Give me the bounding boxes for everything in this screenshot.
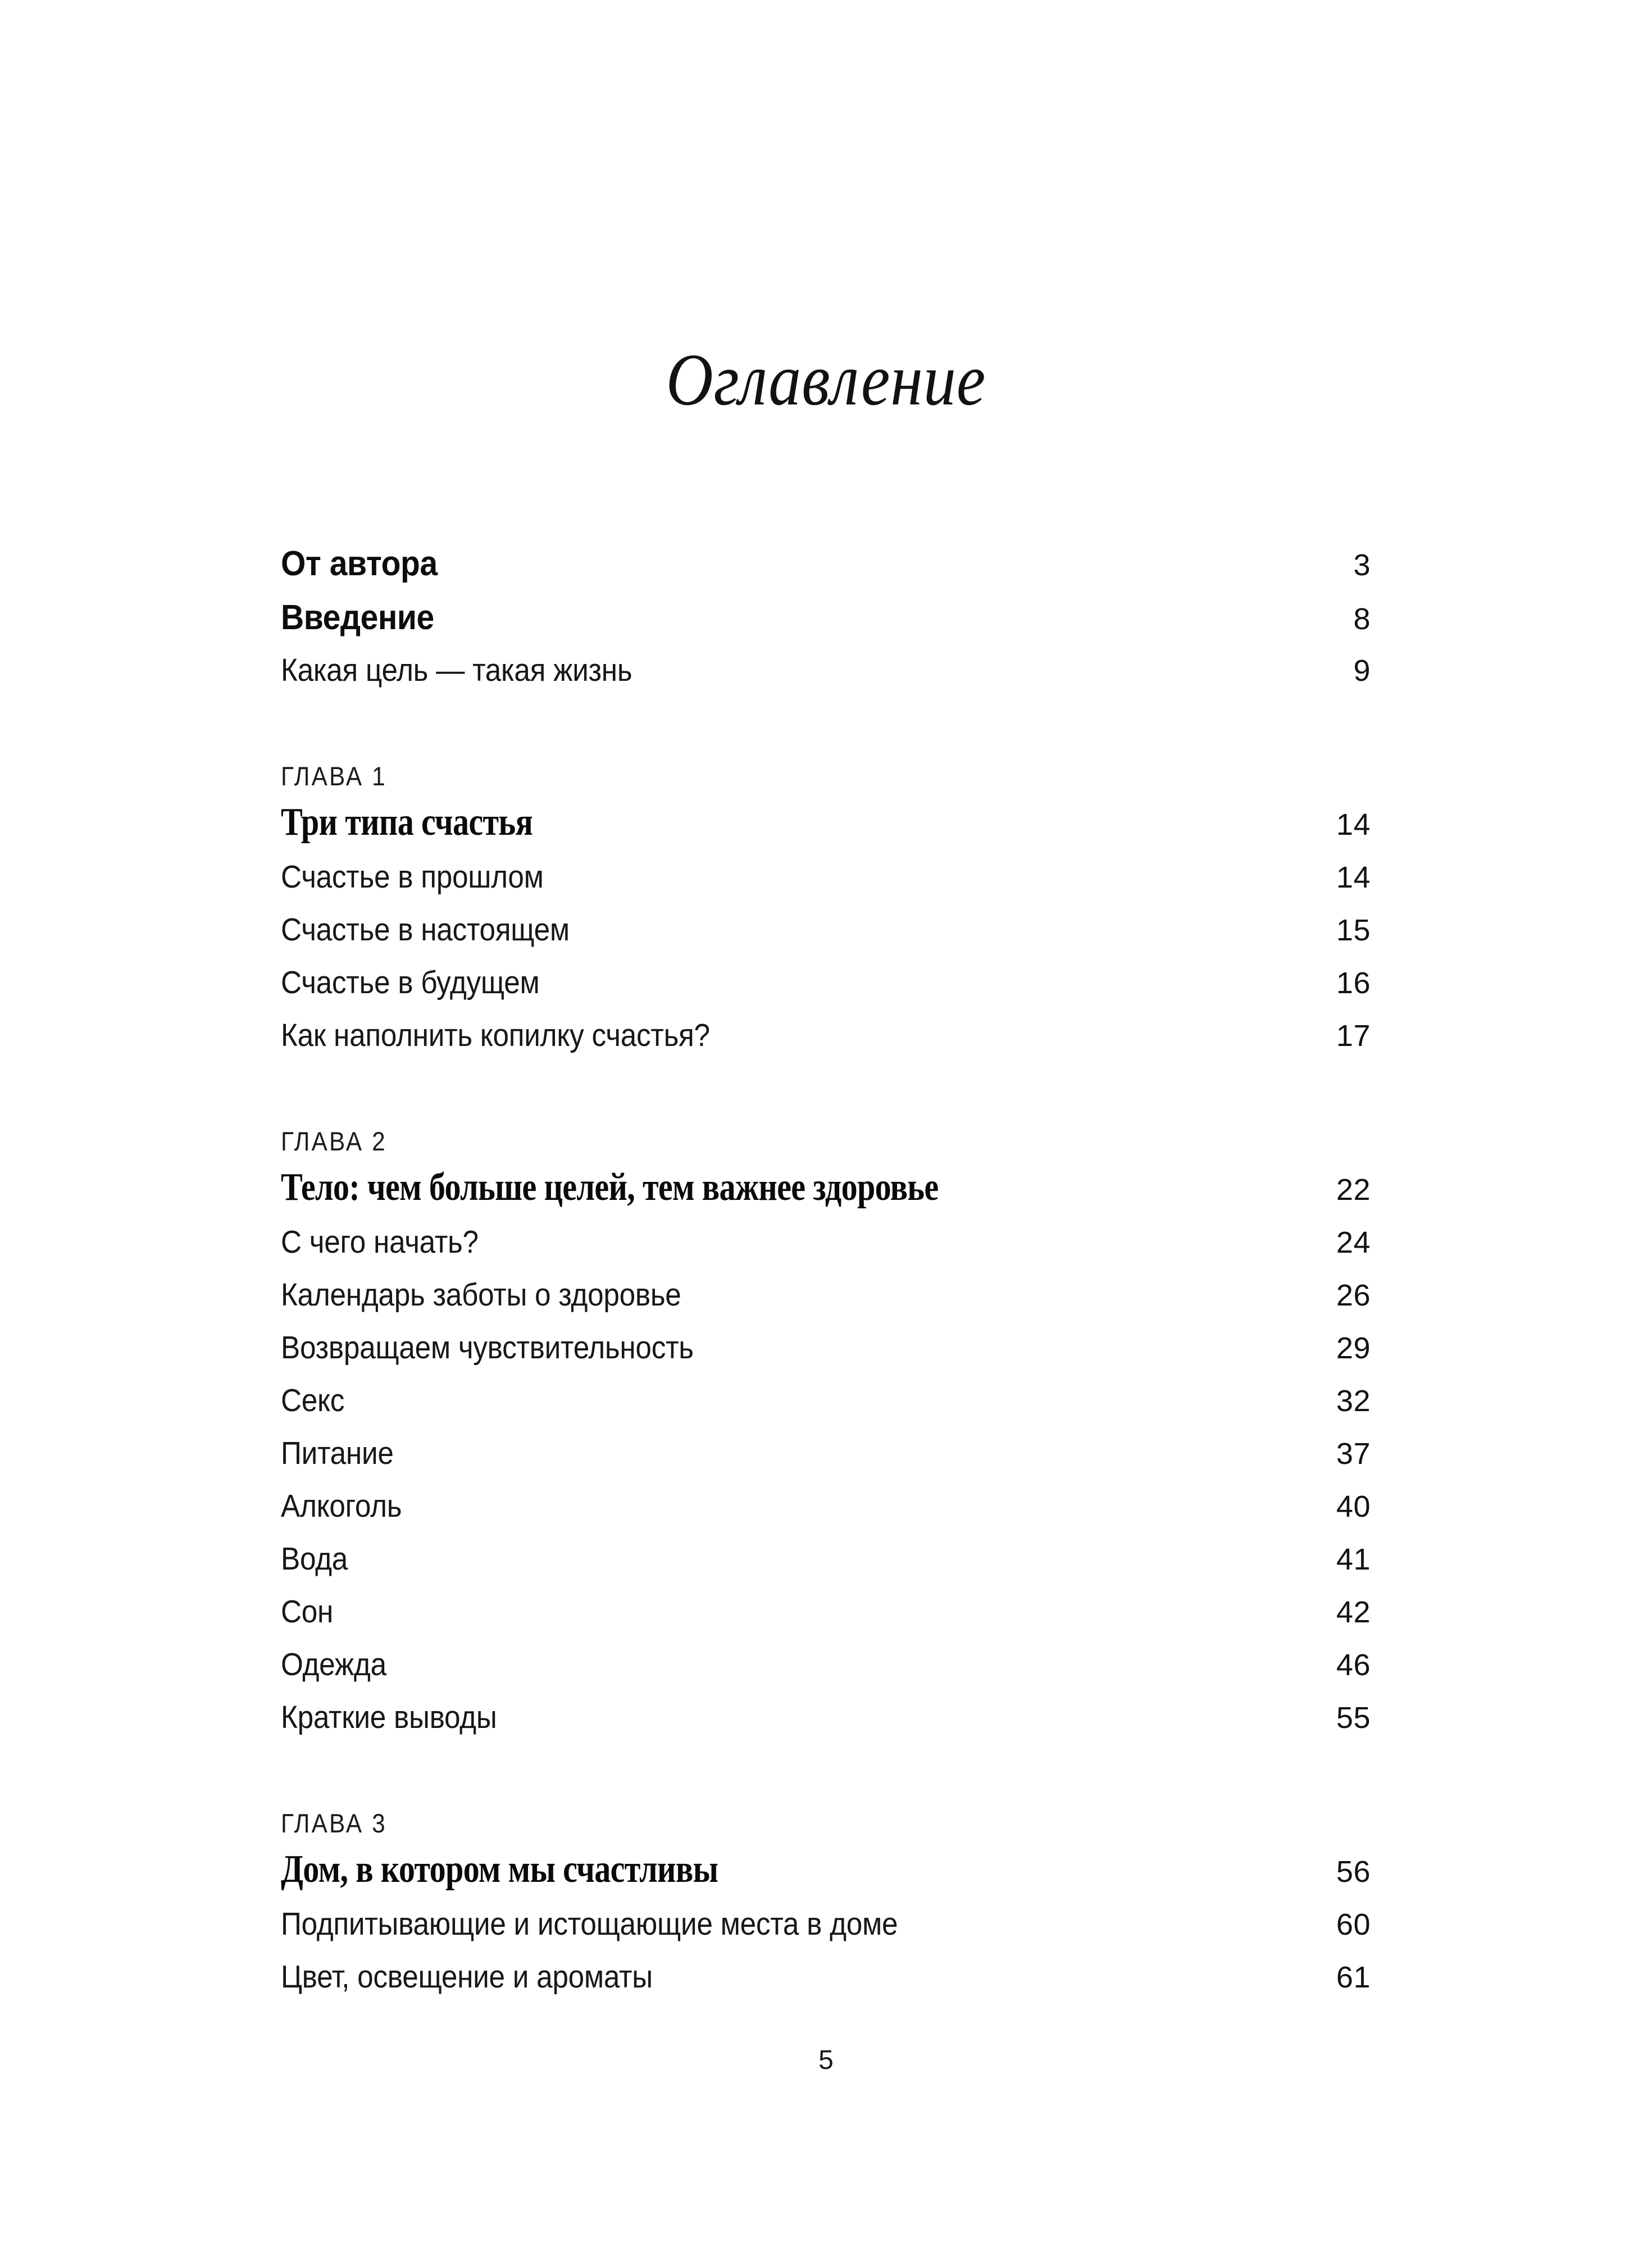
toc-entry-page: 14 [1336, 808, 1371, 842]
toc-entry-page: 14 [1336, 861, 1371, 894]
table-of-contents [281, 544, 1371, 2011]
toc-entry-page: 42 [1336, 1595, 1371, 1629]
toc-entry-label: С чего начать? [281, 1224, 479, 1260]
toc-entry-schastie-v-nastoyashchem[interactable] [281, 911, 1371, 964]
toc-entry-label: От автора [281, 544, 438, 583]
toc-entry-page: 8 [1353, 602, 1371, 636]
dot-leader [695, 1978, 1316, 1987]
chapter-label-1: ГЛАВА 1 [281, 761, 387, 791]
dot-leader [407, 1455, 1316, 1464]
toc-entry-label: Счастье в будущем [281, 965, 540, 1000]
toc-entry-label: Одежда [281, 1646, 386, 1682]
toc-entry-page: 56 [1336, 1855, 1371, 1889]
toc-entry-alkogol[interactable] [281, 1488, 1371, 1540]
toc-entry-page: 61 [1336, 1961, 1371, 1994]
group-spacer [281, 704, 1371, 753]
toc-entry-schastie-v-proshlom[interactable] [281, 858, 1371, 911]
toc-entry-label: Возвращаем чувствительность [281, 1330, 694, 1366]
toc-chapter-title-3[interactable] [281, 1847, 1371, 1905]
toc-entry-page: 22 [1336, 1173, 1371, 1207]
toc-entry-label: Подпитывающие и истощающие места в доме [281, 1906, 898, 1942]
toc-entry-vozvrashchaem-chuvstvitelnost[interactable] [281, 1329, 1371, 1382]
toc-entry-kratkie-vyvody[interactable] [281, 1699, 1371, 1752]
toc-entry-label: Дом, в котором мы счастливы [281, 1848, 718, 1891]
toc-entry-label: Вода [281, 1541, 348, 1577]
toc-entry-ot-avtora[interactable] [281, 544, 1371, 598]
chapter-group-3 [281, 1800, 1371, 2011]
toc-entry-cvet-osveshchenie-aromaty[interactable] [281, 1958, 1371, 2011]
dot-leader [740, 1349, 1316, 1358]
toc-entry-label: Как наполнить копилку счастья? [281, 1017, 710, 1053]
toc-entry-label: Счастье в настоящем [281, 912, 570, 948]
toc-entry-label: Алкоголь [281, 1488, 402, 1524]
toc-entry-label: Цвет, освещение и ароматы [281, 1959, 653, 1995]
toc-entry-page: 46 [1336, 1648, 1371, 1682]
chapter-label-3: ГЛАВА 3 [281, 1808, 387, 1838]
toc-entry-kak-napolnit-kopilku[interactable] [281, 1017, 1371, 1070]
dot-leader [967, 1926, 1316, 1935]
dot-leader [502, 1244, 1316, 1253]
toc-entry-schastie-v-budushchem[interactable] [281, 964, 1371, 1017]
toc-chapter-title-1[interactable] [281, 800, 1371, 858]
toc-entry-label: Секс [281, 1382, 345, 1418]
toc-entry-s-chego-nachat[interactable] [281, 1223, 1371, 1276]
dot-leader [340, 1613, 1316, 1622]
toc-entry-pitanie[interactable] [281, 1435, 1371, 1488]
toc-entry-page: 55 [1336, 1701, 1371, 1735]
toc-entry-label: Какая цель — такая жизнь [281, 652, 632, 688]
toc-entry-page: 41 [1336, 1543, 1371, 1576]
group-spacer [281, 1752, 1371, 1800]
toc-entry-page: 29 [1336, 1331, 1371, 1365]
toc-entry-kalendar-zaboty[interactable] [281, 1276, 1371, 1329]
dot-leader [353, 1402, 1316, 1411]
dot-leader [448, 620, 1316, 629]
toc-entry-label: Тело: чем больше целей, тем важнее здоровье [281, 1166, 939, 1209]
front-matter-group [281, 544, 1371, 704]
toc-entry-podpityvayushchie-mesta[interactable] [281, 1905, 1371, 1958]
page-folio-number: 5 [818, 2045, 834, 2075]
dot-leader [399, 1666, 1316, 1675]
toc-entry-voda[interactable] [281, 1540, 1371, 1593]
dot-leader [727, 1297, 1316, 1306]
toc-entry-seks[interactable] [281, 1382, 1371, 1435]
toc-entry-label: Краткие выводы [281, 1699, 497, 1735]
toc-entry-page: 32 [1336, 1384, 1371, 1418]
dot-leader [603, 931, 1316, 940]
toc-entry-odezhda[interactable] [281, 1646, 1371, 1699]
dot-leader [522, 1719, 1316, 1728]
dot-leader [808, 1873, 1336, 1882]
toc-entry-label: Питание [281, 1435, 394, 1471]
dot-leader [452, 566, 1316, 575]
toc-entry-page: 26 [1336, 1279, 1371, 1312]
toc-entry-son[interactable] [281, 1593, 1371, 1646]
toc-entry-page: 16 [1336, 966, 1371, 1000]
toc-entry-kakaya-cel[interactable] [281, 652, 1371, 704]
dot-leader [672, 672, 1316, 681]
toc-entry-page: 17 [1336, 1019, 1371, 1053]
dot-leader [574, 879, 1316, 888]
dot-leader [356, 1561, 1316, 1570]
chapter-group-1 [281, 753, 1371, 1070]
toc-entry-vvedenie[interactable] [281, 598, 1371, 652]
chapter-label-2: ГЛАВА 2 [281, 1126, 387, 1156]
toc-entry-label: Сон [281, 1594, 334, 1630]
toc-entry-label: Введение [281, 598, 434, 637]
toc-chapter-title-2[interactable] [281, 1165, 1371, 1223]
chapter-group-2 [281, 1118, 1371, 1752]
dot-leader [570, 984, 1316, 993]
page-title: Оглавление [666, 338, 986, 421]
toc-entry-page: 3 [1353, 548, 1371, 582]
dot-leader [1073, 1191, 1336, 1200]
toc-entry-page: 40 [1336, 1490, 1371, 1523]
toc-entry-label: Три типа счастья [281, 800, 533, 844]
toc-entry-label: Счастье в прошлом [281, 859, 544, 895]
dot-leader [416, 1508, 1316, 1517]
toc-entry-page: 15 [1336, 913, 1371, 947]
toc-entry-page: 37 [1336, 1437, 1371, 1471]
toc-entry-page: 24 [1336, 1226, 1371, 1259]
group-spacer [281, 1070, 1371, 1118]
toc-entry-label: Календарь заботы о здоровье [281, 1277, 681, 1313]
toc-entry-page: 60 [1336, 1908, 1371, 1941]
dot-leader [584, 826, 1316, 835]
dot-leader [759, 1037, 1316, 1046]
toc-entry-page: 9 [1353, 654, 1371, 688]
